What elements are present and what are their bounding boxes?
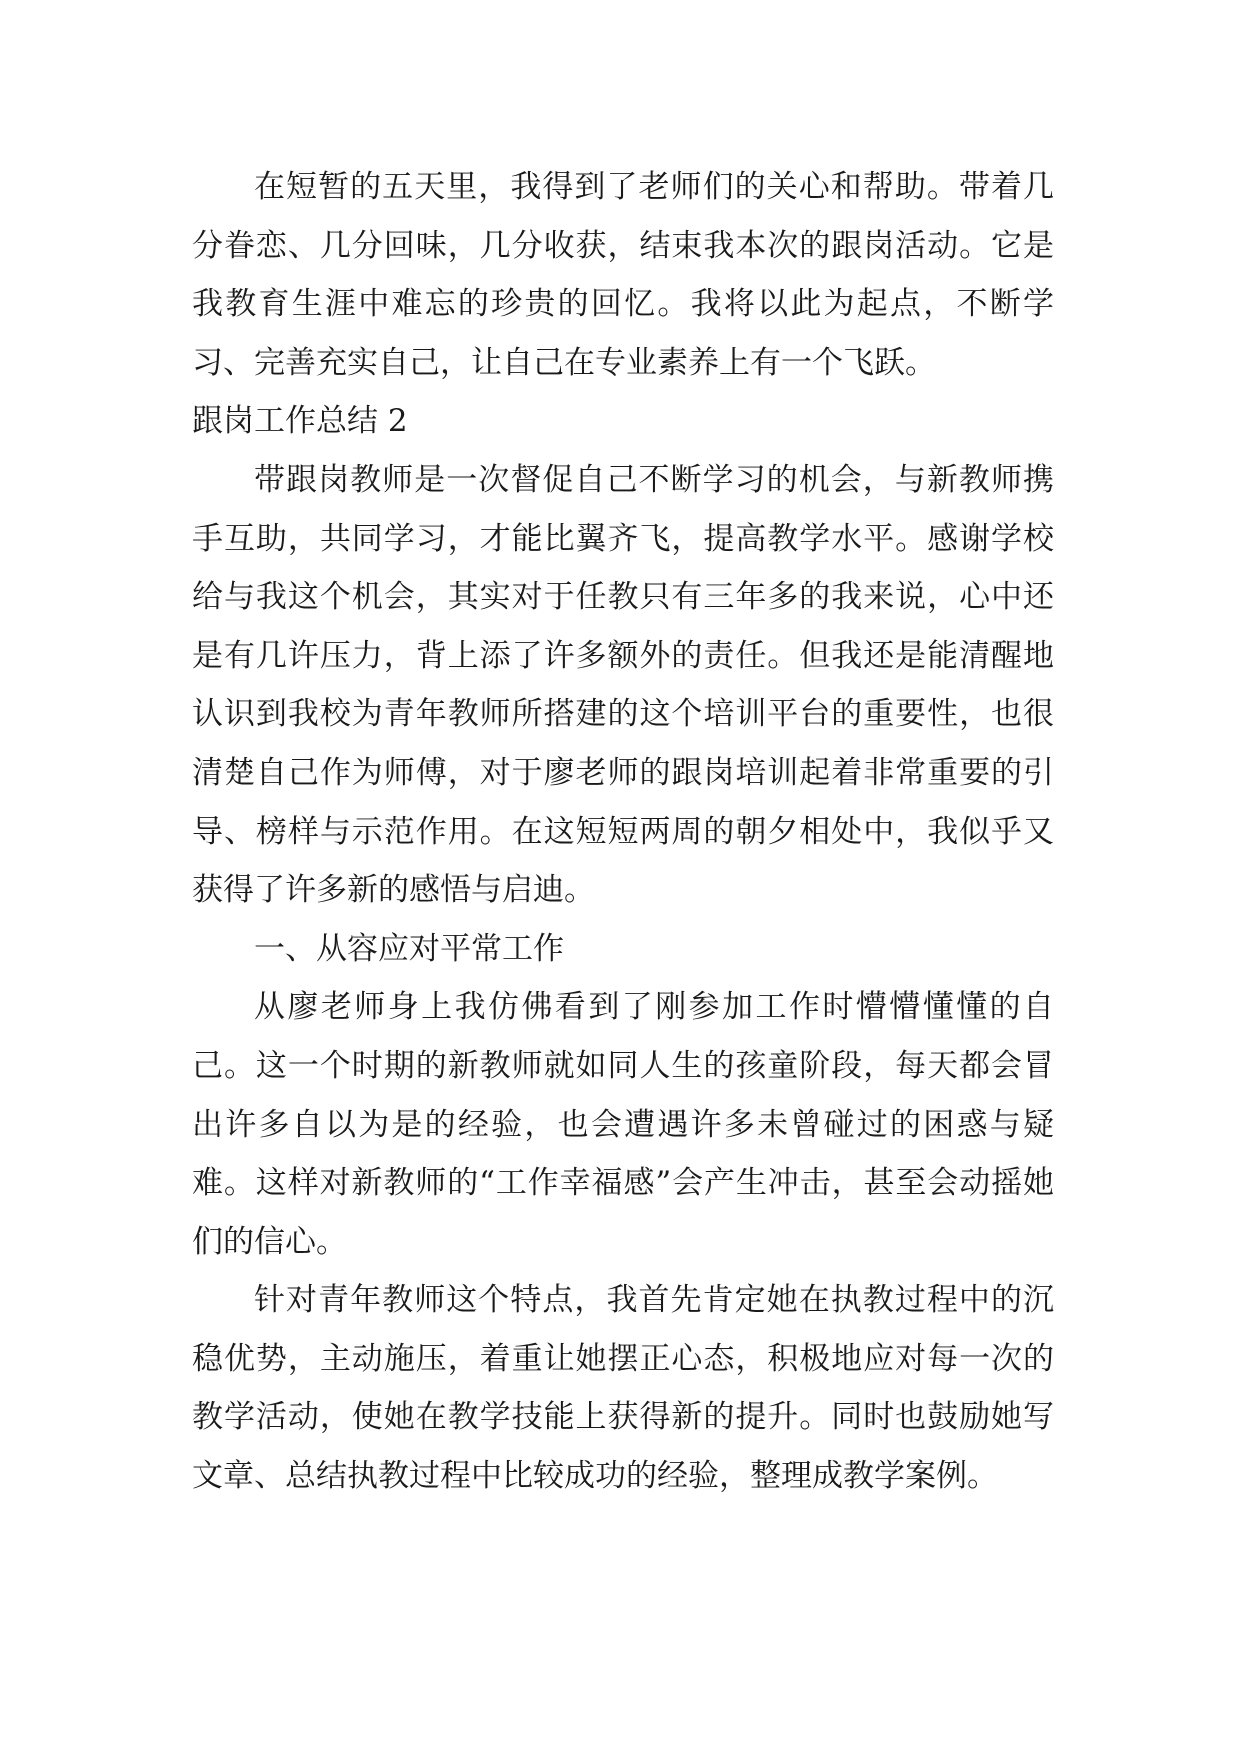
paragraph-new-teacher: 从廖老师身上我仿佛看到了刚参加工作时懵懵懂懂的自己。这一个时期的新教师就如同人生的孩童阶段，每天都会冒出许多自以为是的经验，也会遭遇许多未曾碰过的困惑与疑难。这样对新教师的“工作幸福感”会产生冲击，甚至会动摇她们的信心。 <box>192 989 1054 1260</box>
paragraph-approach: 针对青年教师这个特点，我首先肯定她在执教过程中的沉稳优势，主动施压，着重让她摆正心态，积极地应对每一次的教学活动，使她在教学技能上获得新的提升。同时也鼓励她写文章、总结执教过程中比较成功的经验，整理成教学案例。 <box>192 1282 1054 1495</box>
paragraph-intro: 在短暂的五天里，我得到了老师们的关心和帮助。带着几分眷恋、几分回味，几分收获，结束我本次的跟岗活动。它是我教育生涯中难忘的珍贵的回忆。我将以此为起点，不断学习、完善充实自己，让自己在专业素养上有一个飞跃。 <box>192 169 1054 381</box>
paragraph-mentoring: 带跟岗教师是一次督促自己不断学习的机会，与新教师携手互助，共同学习，才能比翼齐飞，提高教学水平。感谢学校给与我这个机会，其实对于任教只有三年多的我来说，心中还是有几许压力，背上添了许多额外的责任。但我还是能清醒地认识到我校为青年教师所搭建的这个培训平台的重要性，也很清楚自己作为师傅，对于廖老师的跟岗培训起着非常重要的引导、榜样与示范作用。在这短短两周的朝夕相处中，我似乎又获得了许多新的感悟与启迪。 <box>192 461 1054 909</box>
document-page <box>192 158 1054 1506</box>
document-heading: 跟岗工作总结 2 <box>192 403 408 440</box>
section-title: 一、从容应对平常工作 <box>254 930 564 967</box>
